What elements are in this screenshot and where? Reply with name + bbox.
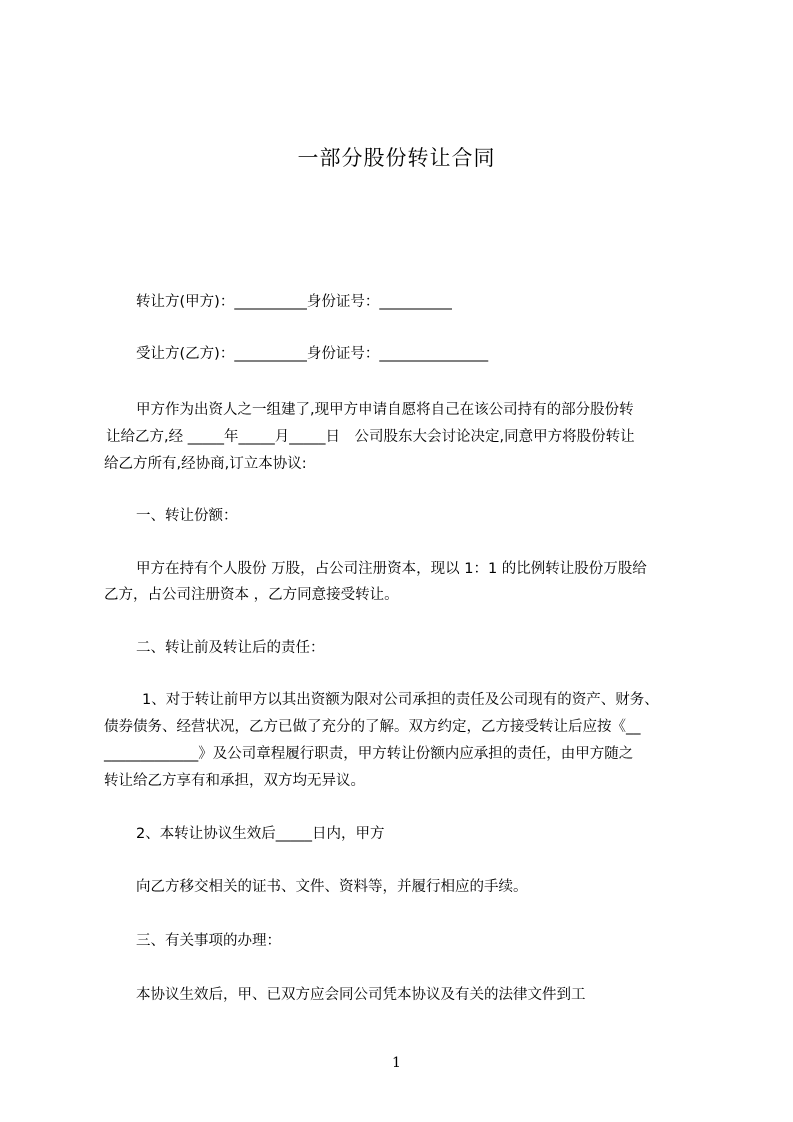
section-2-line-1: 1、对于转让前甲方以其出资额为限对公司承担的责任及公司现有的资产、财务、 [142,692,659,708]
section-2-line-2: 债券债务、经营状况，乙方已做了充分的了解。双方约定，乙方接受转让后应按《__ [104,719,641,735]
section-heading-1: 一、转让份额： [136,508,238,524]
section-heading-3: 三、有关事项的办理： [136,933,281,949]
document-title: 一部分股份转让合同 [297,146,496,170]
section-2-item-2-continued: 向乙方移交相关的证书、文件、资料等，并履行相应的手续。 [136,879,528,895]
section-2-line-3: _____________》及公司章程履行职责，甲方转让份额内应承担的责任，由甲方随之 [104,746,634,762]
page-number: 1 [392,1055,401,1071]
section-heading-2: 二、转让前及转让后的责任： [136,640,325,656]
section-1-line-2: 乙方，占公司注册资本 ，乙方同意接受转让。 [104,587,399,603]
intro-line-1: 甲方作为出资人之一组建了,现甲方申请自愿将自己在该公司持有的部分股份转 [136,402,634,418]
transferee-line: 受让方(乙方)：__________身份证号：_______________ [136,346,489,362]
intro-line-2: 让给乙方,经 _____年_____月_____日 公司股东大会讨论决定,同意甲方将股份转让 [106,429,635,445]
section-1-line-1: 甲方在持有个人股份 万股，占公司注册资本，现以 1：1 的比例转让股份万股给 [136,561,647,577]
section-2-item-2: 2、本转让协议生效后_____日内，甲方 [136,826,385,842]
transferor-line: 转让方(甲方)：__________身份证号：__________ [136,294,452,310]
section-3-line-1: 本协议生效后，甲、已双方应会同公司凭本协议及有关的法律文件到工 [136,987,586,1003]
section-2-line-4: 转让给乙方享有和承担，双方均无异议。 [104,773,365,789]
intro-line-3: 给乙方所有,经协商,订立本协议: [104,456,307,472]
